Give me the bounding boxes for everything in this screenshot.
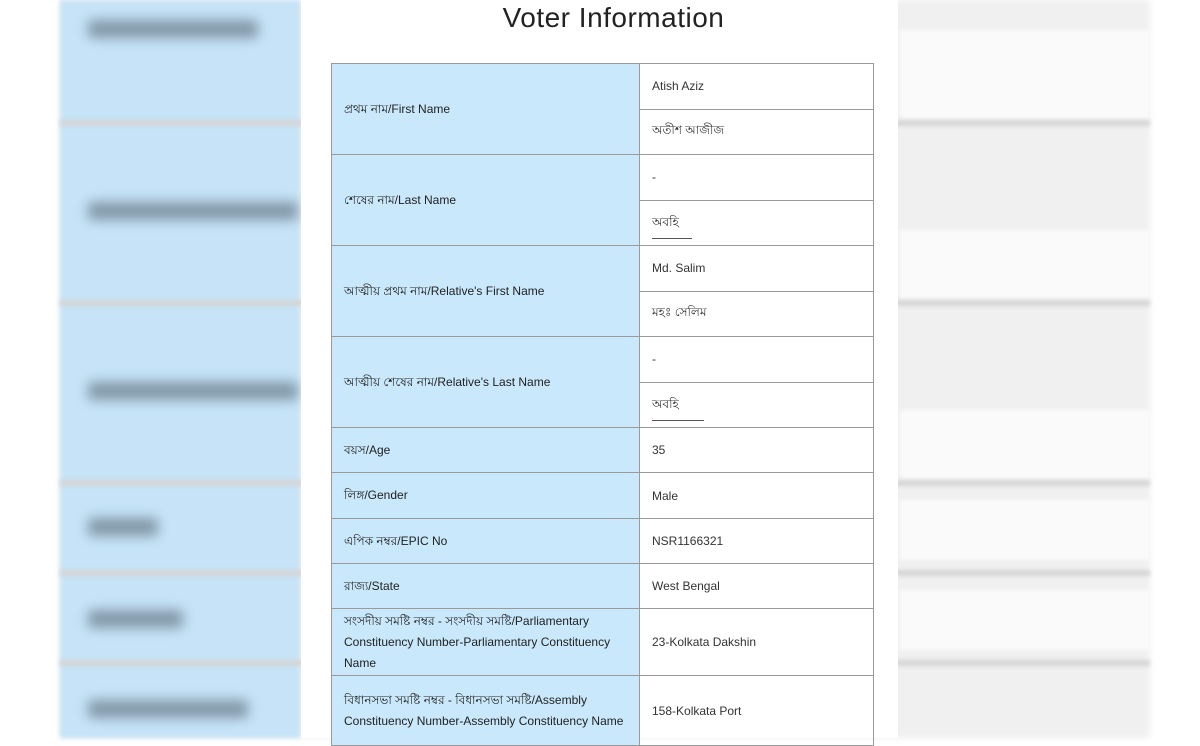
row-values: [640, 337, 873, 427]
table-row-relative-first-name: [332, 246, 873, 337]
background-blurred-text: [88, 382, 298, 400]
value-state: West Bengal: [652, 579, 720, 593]
background-blurred-text: [88, 20, 258, 38]
row-label: এপিক নম্বর/EPIC No: [332, 519, 640, 563]
value-bengali: অবহি: [652, 396, 704, 421]
table-row-state: [332, 564, 873, 609]
value-english: -: [652, 170, 656, 185]
value-bengali-cell: [640, 382, 873, 428]
row-label: সংসদীয় সমষ্টি নম্বর - সংসদীয় সমষ্টি/Parliamentary Constituency Number-Parliamentary Constituency Name: [332, 609, 640, 675]
row-label: লিঙ্গ/Gender: [332, 473, 640, 518]
table-row-age: [332, 428, 873, 473]
row-label: প্রথম নাম/First Name: [332, 64, 640, 154]
row-label: আত্মীয় শেষের নাম/Relative's Last Name: [332, 337, 640, 427]
value-english: -: [652, 352, 656, 367]
value-epic-no: NSR1166321: [652, 534, 724, 548]
row-label: আত্মীয় প্রথম নাম/Relative's First Name: [332, 246, 640, 336]
background-cell: [900, 410, 1150, 480]
table-row-parliamentary-constituency: [332, 609, 873, 676]
background-cell: [900, 230, 1150, 300]
page-title: Voter Information: [502, 2, 725, 33]
row-values: [640, 428, 873, 472]
table-row-gender: [332, 473, 873, 519]
background-cell: [900, 590, 1150, 650]
row-values: [640, 246, 873, 336]
row-label: বিধানসভা সমষ্টি নম্বর - বিধানসভা সমষ্টি/Assembly Constituency Number-Assembly Constituency Name: [332, 676, 640, 745]
background-blurred-text: [88, 202, 298, 220]
row-values: [640, 519, 873, 563]
voter-info-table: [331, 63, 874, 746]
row-label: শেষের নাম/Last Name: [332, 155, 640, 245]
voter-info-card: [301, 0, 898, 738]
row-label: বয়স/Age: [332, 428, 640, 472]
background-cell: [900, 30, 1150, 120]
value-bengali: মহঃ সেলিম: [640, 291, 873, 337]
value-gender: Male: [652, 488, 679, 503]
row-values: [640, 64, 873, 154]
value-english: Atish Aziz: [652, 79, 705, 94]
background-blurred-text: [88, 518, 158, 536]
value-bengali: অবহি: [652, 214, 692, 239]
background-cell: [900, 500, 1150, 560]
background-blurred-text: [88, 700, 248, 718]
value-english: Md. Salim: [652, 261, 706, 276]
value-bengali-cell: [640, 200, 873, 246]
value-bengali: অতীশ আজীজ: [640, 109, 873, 155]
table-row-relative-last-name: [332, 337, 873, 428]
table-row-epic-no: [332, 519, 873, 564]
row-values: [640, 473, 873, 518]
table-row-assembly-constituency: [332, 676, 873, 746]
value-age: 35: [652, 443, 666, 457]
row-values: [640, 676, 873, 745]
row-label: রাজ্য/State: [332, 564, 640, 608]
table-row-last-name: [332, 155, 873, 246]
table-row-first-name: [332, 64, 873, 155]
value-assembly-constituency: 158-Kolkata Port: [652, 703, 742, 718]
row-values: [640, 155, 873, 245]
row-values: [640, 609, 873, 675]
background-blurred-text: [88, 610, 183, 628]
value-parliamentary-constituency: 23-Kolkata Dakshin: [652, 635, 757, 649]
row-values: [640, 564, 873, 608]
